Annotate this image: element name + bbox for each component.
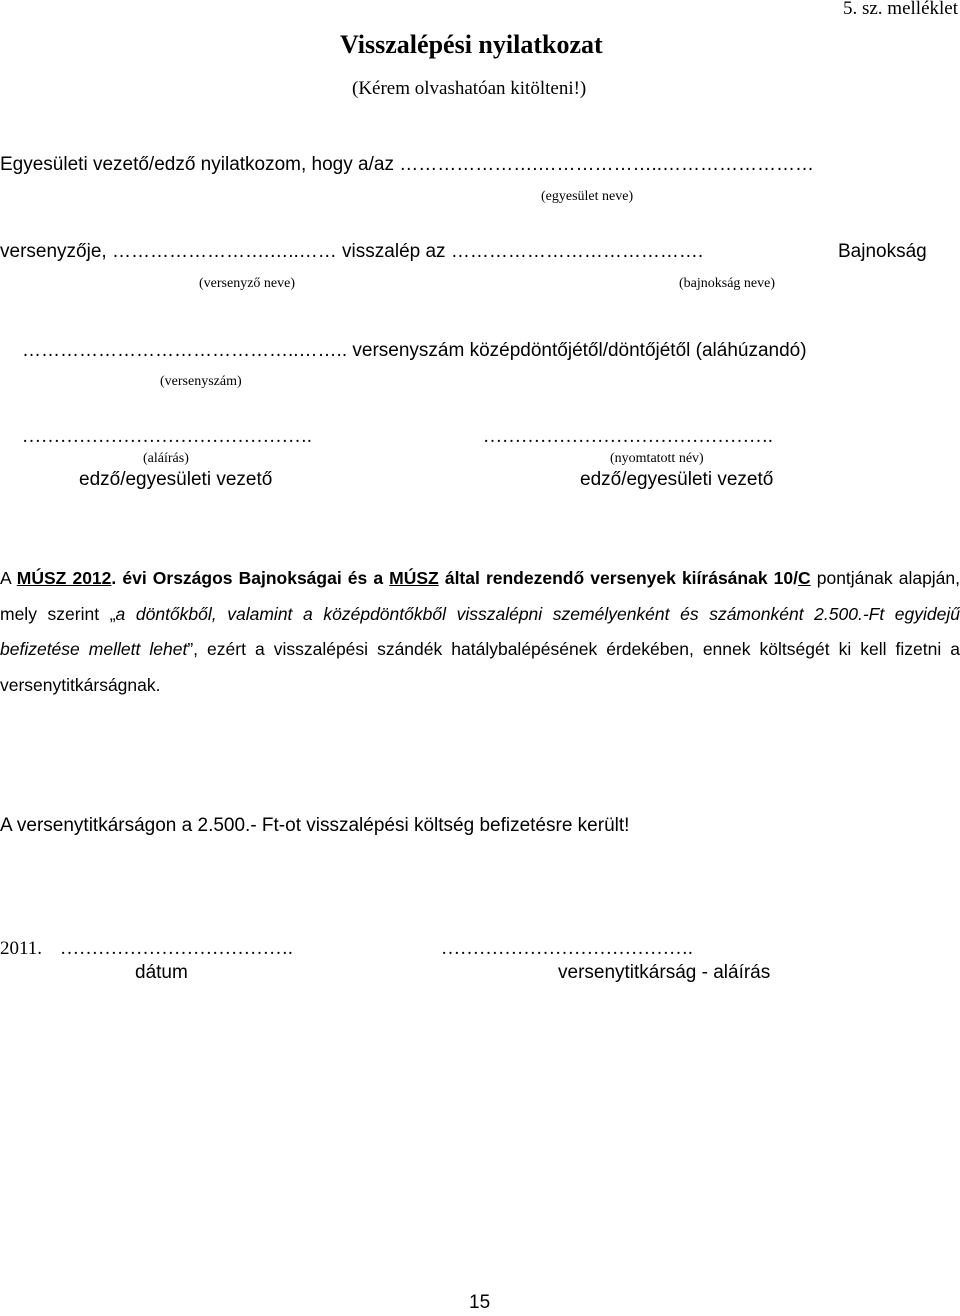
document-title: Visszalépési nyilatkozat [340,30,603,59]
club-name-caption: (egyesület neve) [541,189,634,204]
secretariat-signature-dotted-line: …………………………………. [441,938,693,959]
printed-name-dotted-line: ………………………………………. [483,426,773,447]
date-dotted-line: ………………………………. [60,938,293,959]
event-caption: (versenyszám) [160,374,242,389]
signature-dotted-line: ………………………………………. [22,426,312,447]
annex-label: 5. sz. melléklet [842,0,958,19]
championship-name-caption: (bajnokság neve) [679,276,776,291]
secretariat-signature-caption: versenytitkárság - aláírás [558,962,771,983]
musz-underlined: MÚSZ [389,568,439,588]
paragraph-bold-part: által rendezendő versenyek kiírásának 10/ [438,568,798,588]
championship-word: Bajnokság [838,241,927,262]
left-role-label: edző/egyesületi vezető [79,469,273,490]
athlete-name-caption: (versenyző neve) [199,276,296,291]
paragraph-part: ”, ezért a visszalépési szándék hatálybalépésének érdekében, ennek költségét ki kell fizetni a versenytitkárságnak. [0,639,960,695]
fee-statement: A versenytitkárságon a 2.500.- Ft-ot visszalépési költség befizetésre került! [0,815,630,836]
signature-caption: (aláírás) [143,451,189,466]
printed-name-caption: (nyomtatott név) [610,451,704,466]
paragraph-bold-part: . évi Országos Bajnokságai és a [111,568,390,588]
right-role-label: edző/egyesületi vezető [580,469,774,490]
paragraph-part: pontjának alapján, mely szerint „ [0,568,960,624]
document-subtitle: (Kérem olvashatóan kitölteni!) [352,78,587,99]
rule-quote-italic: a döntőkből, valamint a középdöntőkből visszalépni személyenként és számonként 2.500.-Ft egyidejű befizetése mellett lehet [0,603,960,659]
club-statement-line: Egyesületi vezető/edző nyilatkozom, hogy a/az ………………….………………..…………………… [0,154,815,175]
date-year: 2011. [0,938,43,959]
musz-2012-underlined: MÚSZ 2012 [16,568,112,588]
athlete-withdraw-line: versenyzője, …………………….…..…… visszalép az …………………………………. [0,241,704,262]
page-number: 15 [469,1292,491,1313]
section-c-underlined: C [798,568,811,588]
paragraph-part: A [0,568,17,588]
event-line: ……………………………………..…….. versenyszám középdöntőjétől/döntőjétől (aláhúzandó) [22,340,807,361]
date-caption: dátum [135,962,188,983]
rules-paragraph [0,561,960,703]
